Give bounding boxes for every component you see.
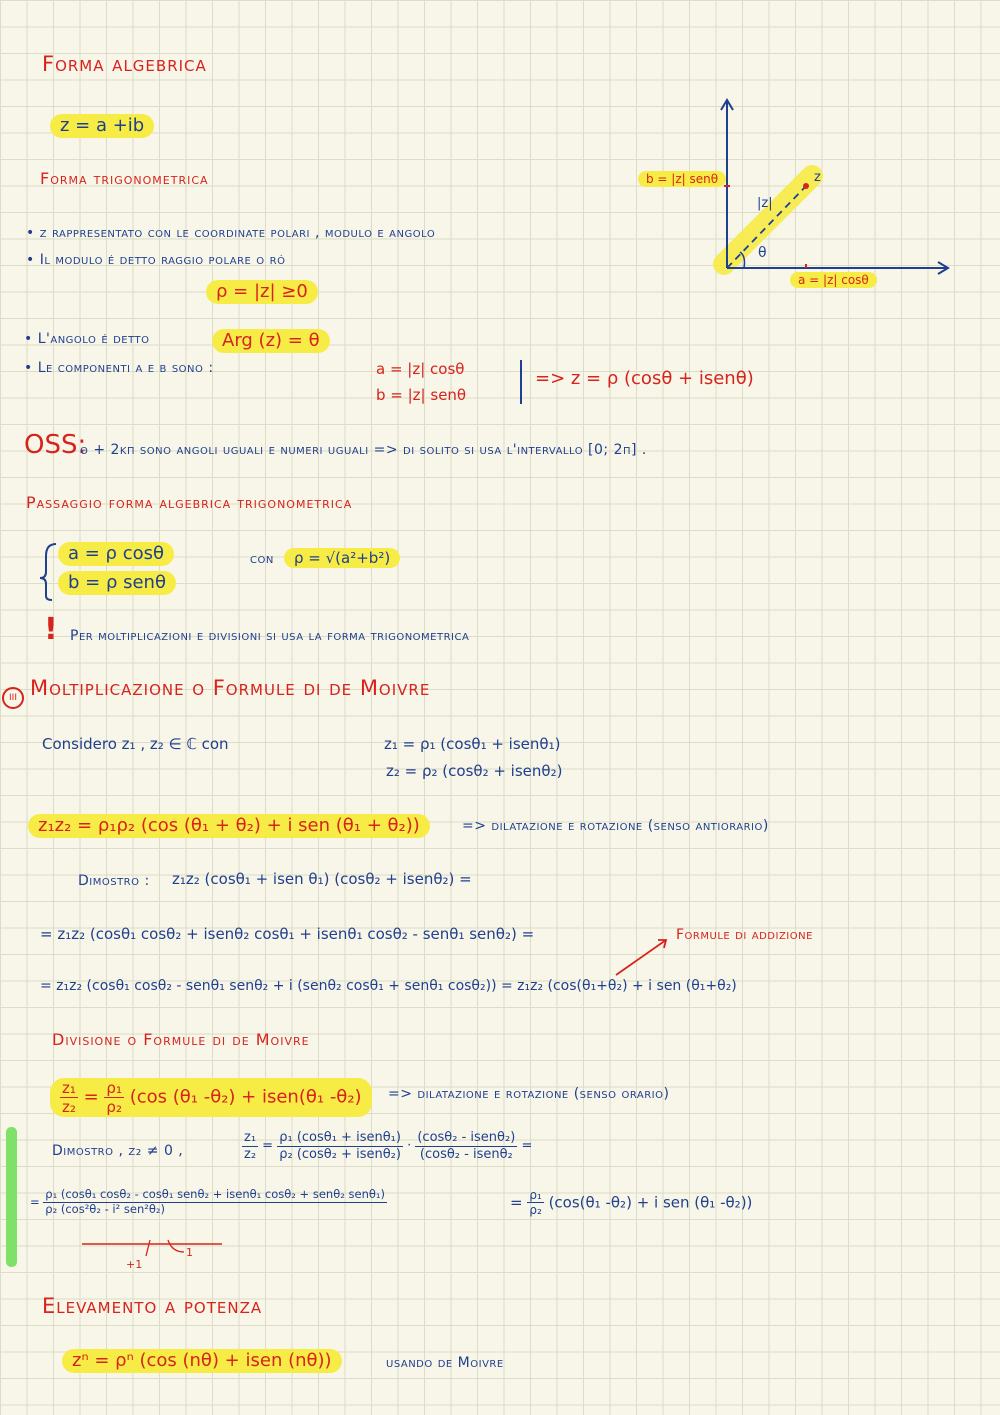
- division-proof-big-num: ρ₁ (cosθ₁ cosθ₂ - cosθ₁ senθ₂ + isenθ₁ cosθ₂ + senθ₂ senθ₁): [45, 1187, 385, 1201]
- multiplication-proof-line-3: = z₁z₂ (cosθ₁ cosθ₂ - senθ₁ senθ₂ + i (senθ₂ cosθ₁ + senθ₁ cosθ₂)) = z₁z₂ (cos(θ₁+θ₂) + i sen (θ₁+θ₂): [40, 978, 737, 994]
- multiplication-proof-line-1: z₁z₂ (cosθ₁ + isen θ₁) (cosθ₂ + isenθ₂) =: [172, 870, 472, 888]
- division-proof-z2: z₂: [244, 1146, 257, 1162]
- multiplication-proof-label: Dimostro :: [78, 873, 150, 889]
- trig-bullet-3: • L'angolo é detto: [24, 331, 150, 347]
- z2-definition: z₂ = ρ₂ (cosθ₂ + isenθ₂): [386, 762, 563, 780]
- division-rho-den: ρ₂: [106, 1098, 122, 1116]
- passage-title: Passaggio forma algebrica trigonometrica: [26, 493, 353, 512]
- division-result-rho-num: ρ₁: [529, 1188, 542, 1202]
- division-proof-frac2-den: (cosθ₂ - isenθ₂: [419, 1146, 513, 1162]
- rho-definition: ρ = √(a²+b²): [284, 548, 400, 568]
- arg-formula: Arg (z) = θ: [212, 329, 330, 353]
- division-formula: $\frac{\text{z₁}}{\text{z₂}}$ = $\frac{\text{ρ₁}}{\text{ρ₂}}$ (cos (θ₁ -θ₂) + isen(θ₁ -θ₂): [50, 1078, 372, 1117]
- multiplication-proof-line-2: = z₁z₂ (cosθ₁ cosθ₂ + isenθ₂ cosθ₁ + isenθ₁ cosθ₂ - senθ₁ senθ₂) =: [40, 925, 535, 943]
- passage-con: con: [250, 551, 274, 567]
- division-rho-num: ρ₁: [106, 1079, 122, 1097]
- power-title: Elevamento a potenza: [42, 1294, 263, 1318]
- trig-title: Forma trigonometrica: [40, 169, 209, 188]
- rho-formula: ρ = |z| ≥0: [206, 280, 318, 304]
- multiplication-formula: z₁z₂ = ρ₁ρ₂ (cos (θ₁ + θ₂) + i sen (θ₁ + θ₂)): [28, 814, 430, 838]
- theta-label: θ: [758, 245, 767, 261]
- division-proof-z1: z₁: [244, 1130, 257, 1145]
- trig-bullet-1: • z rappresentato con le coordinate polari , modulo e angolo: [26, 225, 436, 241]
- note-text: Per moltiplicazioni e divisioni si usa la forma trigonometrica: [70, 628, 470, 644]
- division-proof-label: Dimostro , z₂ ≠ 0 ,: [52, 1143, 184, 1159]
- division-formula-num: z₁: [62, 1079, 76, 1097]
- division-formula-rest: (cos (θ₁ -θ₂) + isen(θ₁ -θ₂): [129, 1086, 362, 1108]
- b-component-formula: b = |z| senθ: [376, 386, 467, 404]
- power-note: usando de Moivre: [386, 1355, 504, 1371]
- division-proof-equals: =: [521, 1138, 533, 1154]
- to-one-arrow: [168, 1240, 184, 1252]
- division-proof-big: = $\frac{\text{ρ₁ (cosθ₁ cosθ₂ - cosθ₁ senθ₂ + isenθ₁ cosθ₂ + senθ₂ senθ₁)}}{\text{ρ₂ (cos²θ₂ - i² sen²θ₂)}}$: [30, 1187, 385, 1216]
- oss-label: OSS:: [24, 430, 87, 460]
- multiplication-title: Moltiplicazione o Formule di de Moivre: [30, 676, 431, 700]
- modulus-label: |z|: [757, 196, 773, 211]
- division-proof-frac1-num: ρ₁ (cosθ₁ + isenθ₁): [279, 1130, 401, 1145]
- division-result-rho-den: ρ₂: [529, 1203, 542, 1218]
- algebraic-title: Forma algebrica: [42, 52, 207, 76]
- a-component-formula: a = |z| cosθ: [376, 360, 465, 378]
- z1-definition: z₁ = ρ₁ (cosθ₁ + isenθ₁): [384, 735, 561, 753]
- division-proof-big-den: ρ₂ (cos²θ₂ - i² sen²θ₂): [45, 1201, 165, 1216]
- division-proof-frac1-den: ρ₂ (cosθ₂ + isenθ₂): [279, 1146, 401, 1162]
- plus-one-annotation: +1: [126, 1258, 143, 1271]
- addition-arrow: [616, 940, 666, 975]
- considero-text: Considero z₁ , z₂ ∈ ℂ con: [42, 735, 229, 753]
- to-one-annotation: 1: [186, 1246, 193, 1259]
- division-formula-den: z₂: [62, 1098, 76, 1116]
- complex-plane-diagram: [721, 100, 948, 274]
- oss-text: θ + 2kπ sono angoli uguali e numeri uguali => di solito si usa l'intervallo [0; 2π] .: [80, 442, 647, 458]
- z-point: [803, 183, 809, 189]
- algebraic-formula: z = a +ib: [50, 114, 154, 138]
- passage-eq-a: a = ρ cosθ: [58, 542, 174, 566]
- division-proof-result: = $\frac{\text{ρ₁}}{\text{ρ₂}}$ (cos(θ₁ -θ₂) + i sen (θ₁ -θ₂)): [510, 1188, 753, 1218]
- passage-eq-b: b = ρ senθ: [58, 571, 176, 595]
- division-title: Divisione o Formule di de Moivre: [52, 1030, 310, 1049]
- division-result-rest: (cos(θ₁ -θ₂) + i sen (θ₁ -θ₂)): [548, 1193, 753, 1212]
- power-formula: zⁿ = ρⁿ (cos (nθ) + isen (nθ)): [62, 1349, 342, 1373]
- trig-result-formula: => z = ρ (cosθ + isenθ): [535, 368, 754, 389]
- section-number-badge: III: [2, 687, 24, 709]
- vector-highlight: [724, 176, 812, 264]
- multiplication-note: => dilatazione e rotazione (senso antiorario): [462, 818, 769, 834]
- addition-formulas-label: Formule di addizione: [676, 927, 813, 943]
- trig-bullet-4: • Le componenti a e b sono :: [24, 360, 214, 376]
- plus-one-arrow: [146, 1240, 150, 1256]
- division-note: => dilatazione e rotazione (senso orario): [388, 1086, 670, 1102]
- b-component-label: b = |z| senθ: [638, 171, 726, 187]
- z-label: z: [814, 170, 821, 185]
- division-proof-fractions: $\frac{\text{z₁}}{\text{z₂}}$ = $\frac{\text{ρ₁ (cosθ₁ + isenθ₁)}}{\text{ρ₂ (cosθ₂ + isenθ₂)}}$ · $\frac{\text{(cosθ₂ - isenθ₂)}}{\text{(cosθ₂ - isenθ₂}}$ =: [244, 1130, 533, 1162]
- trig-bullet-2: • Il modulo é detto raggio polare o ró: [26, 252, 286, 268]
- system-brace: [40, 544, 56, 600]
- division-proof-frac2-num: (cosθ₂ - isenθ₂): [417, 1130, 516, 1145]
- a-component-label: a = |z| cosθ: [790, 272, 877, 288]
- exclamation-icon: !: [44, 612, 58, 647]
